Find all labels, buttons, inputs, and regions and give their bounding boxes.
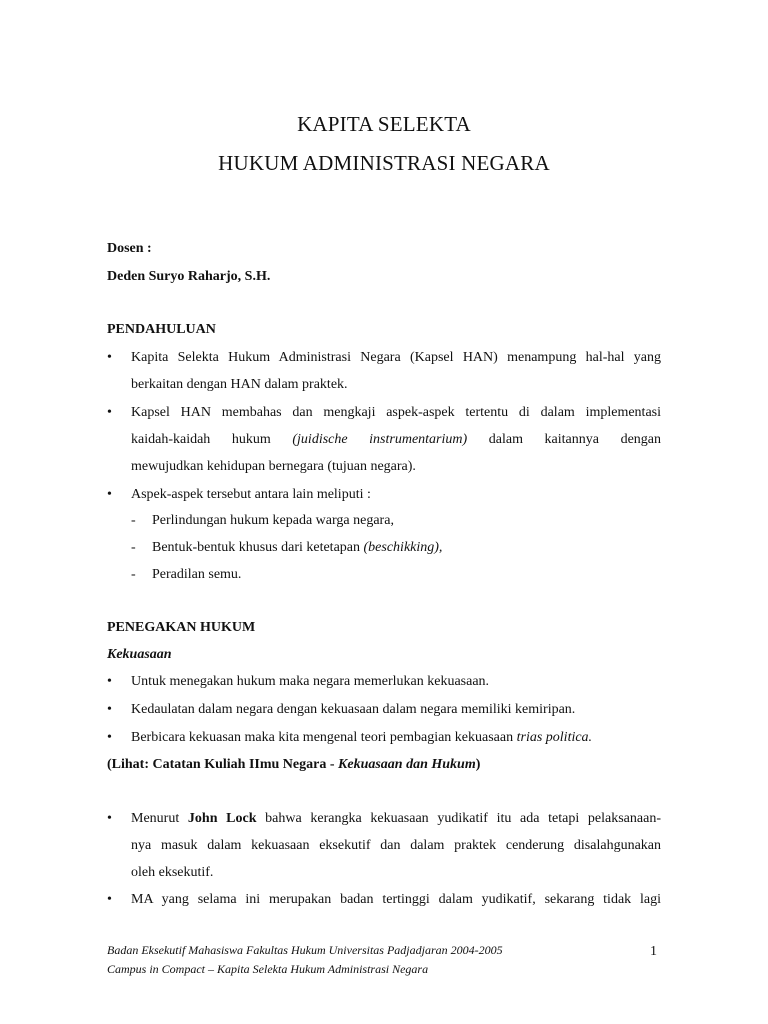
penegakan-bullet-2: Kedaulatan dalam negara dengan kekuasaan dalam negara memiliki kemiripan. <box>131 702 576 717</box>
pendahuluan-bullet-1-line-1: Kapita Selekta Hukum Administrasi Negara (Kapsel HAN) menampung hal-hal yang <box>131 350 661 365</box>
pendahuluan-bullet-2-line-3: mewujudkan kehidupan bernegara (tujuan negara). <box>131 459 416 474</box>
dash-mark: - <box>131 540 136 555</box>
section-heading-penegakan: PENEGAKAN HUKUM <box>107 620 256 635</box>
pendahuluan-bullet-2-line-2: kaidah-kaidah hukum (juidische instrumentarium) dalam kaitannya dengan <box>131 432 661 447</box>
dash-mark: - <box>131 567 136 582</box>
bullet-mark: • <box>107 811 112 826</box>
bullet-mark: • <box>107 892 112 907</box>
bullet-mark: • <box>107 730 112 745</box>
subheading-kekuasaan: Kekuasaan <box>107 647 172 662</box>
aspect-item-2: Bentuk-bentuk khusus dari ketetapan (beschikking), <box>152 540 443 555</box>
page-number: 1 <box>650 944 657 959</box>
pendahuluan-bullet-1-line-2: berkaitan dengan HAN dalam praktek. <box>131 377 348 392</box>
bullet-mark: • <box>107 487 112 502</box>
pendahuluan-bullet-3: Aspek-aspek tersebut antara lain meliputi : <box>131 487 371 502</box>
penegakan-bullet-3: Berbicara kekuasan maka kita mengenal teori pembagian kekuasaan trias politica. <box>131 730 593 745</box>
bullet-mark: • <box>107 350 112 365</box>
bullet-mark: • <box>107 405 112 420</box>
section-heading-pendahuluan: PENDAHULUAN <box>107 322 216 337</box>
bullet-mark: • <box>107 702 112 717</box>
reference-note: (Lihat: Catatan Kuliah IImu Negara - Kekuasaan dan Hukum) <box>107 757 481 772</box>
dash-mark: - <box>131 513 136 528</box>
footer-line-2: Campus in Compact – Kapita Selekta Hukum Administrasi Negara <box>107 962 429 976</box>
penegakan-bullet-5: MA yang selama ini merupakan badan tertinggi dalam yudikatif, sekarang tidak lagi <box>131 892 661 907</box>
penegakan-bullet-4-line-1: Menurut John Lock bahwa kerangka kekuasaan yudikatif itu ada tetapi pelaksanaan- <box>131 811 661 826</box>
footer-line-1: Badan Eksekutif Mahasiswa Fakultas Hukum Universitas Padjadjaran 2004-2005 <box>107 943 503 957</box>
penegakan-bullet-1: Untuk menegakan hukum maka negara memerlukan kekuasaan. <box>131 674 490 689</box>
pendahuluan-bullet-2-line-1: Kapsel HAN membahas dan mengkaji aspek-aspek tertentu di dalam implementasi <box>131 405 661 420</box>
title-line-2: HUKUM ADMINISTRASI NEGARA <box>218 151 550 175</box>
lecturer-label: Dosen : <box>107 241 152 256</box>
title-line-1: KAPITA SELEKTA <box>297 112 471 136</box>
lecturer-name: Deden Suryo Raharjo, S.H. <box>107 269 271 284</box>
bullet-mark: • <box>107 674 112 689</box>
penegakan-bullet-4-line-3: oleh eksekutif. <box>131 865 214 880</box>
aspect-item-1: Perlindungan hukum kepada warga negara, <box>152 513 394 528</box>
aspect-item-3: Peradilan semu. <box>152 567 242 582</box>
penegakan-bullet-4-line-2: nya masuk dalam kekuasaan eksekutif dan dalam praktek cenderung disalahgunakan <box>131 838 661 853</box>
